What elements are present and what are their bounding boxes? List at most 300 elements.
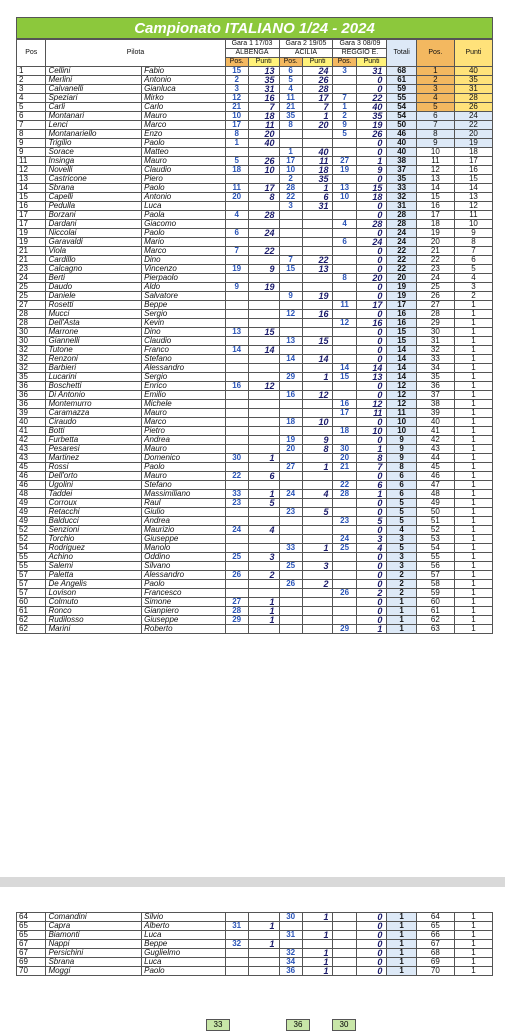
table-row xyxy=(17,490,493,499)
race3-points: 11 xyxy=(356,409,387,418)
row-firstname: Antonio xyxy=(142,193,225,202)
final-points: 1 xyxy=(454,931,492,940)
row-firstname: Maurizio xyxy=(142,526,225,535)
race1-pos xyxy=(225,391,248,400)
final-points: 1 xyxy=(454,499,492,508)
row-pos: 62 xyxy=(17,616,46,625)
row-pos: 48 xyxy=(17,490,46,499)
row-surname: Lovison xyxy=(46,589,142,598)
row-surname: Sbrana xyxy=(46,184,142,193)
final-pos: 65 xyxy=(416,922,454,931)
race1-pos: 28 xyxy=(225,607,248,616)
row-surname: Berti xyxy=(46,274,142,283)
row-total: 54 xyxy=(387,112,416,121)
race1-points xyxy=(248,202,279,211)
row-total: 24 xyxy=(387,238,416,247)
race2-pos xyxy=(279,427,302,436)
table-row xyxy=(17,103,493,112)
row-surname: Speziari xyxy=(46,94,142,103)
race2-points xyxy=(302,481,333,490)
race2-points: 1 xyxy=(302,967,333,976)
final-points: 1 xyxy=(454,382,492,391)
race1-pos: 8 xyxy=(225,130,248,139)
race3-points: 20 xyxy=(356,274,387,283)
row-total: 1 xyxy=(387,940,416,949)
race3-points: 0 xyxy=(356,472,387,481)
row-total: 3 xyxy=(387,553,416,562)
row-total: 22 xyxy=(387,256,416,265)
race1-pos: 29 xyxy=(225,616,248,625)
race3-points: 0 xyxy=(356,391,387,400)
row-firstname: Fabio xyxy=(142,67,225,76)
row-total: 38 xyxy=(387,157,416,166)
final-points: 6 xyxy=(454,256,492,265)
row-total: 33 xyxy=(387,184,416,193)
race1-points: 15 xyxy=(248,328,279,337)
race2-pos: 31 xyxy=(279,931,302,940)
row-firstname: Pierpaolo xyxy=(142,274,225,283)
table-row xyxy=(17,238,493,247)
race3-points: 0 xyxy=(356,247,387,256)
row-firstname: Mirko xyxy=(142,94,225,103)
race2-pos: 17 xyxy=(279,157,302,166)
race1-pos: 1 xyxy=(225,139,248,148)
race1-points: 8 xyxy=(248,193,279,202)
final-pos: 29 xyxy=(416,319,454,328)
table-row xyxy=(17,625,493,634)
race3-points: 0 xyxy=(356,346,387,355)
table-row xyxy=(17,526,493,535)
row-surname: Martinez xyxy=(46,454,142,463)
race2-points xyxy=(302,319,333,328)
final-points: 1 xyxy=(454,508,492,517)
final-pos: 22 xyxy=(416,256,454,265)
race1-points xyxy=(248,256,279,265)
row-firstname: Sergio xyxy=(142,373,225,382)
race1-points xyxy=(248,463,279,472)
row-total: 14 xyxy=(387,346,416,355)
final-points: 1 xyxy=(454,418,492,427)
row-total: 31 xyxy=(387,202,416,211)
final-points: 1 xyxy=(454,913,492,922)
row-pos: 52 xyxy=(17,535,46,544)
race3-pos: 11 xyxy=(333,301,356,310)
row-total: 1 xyxy=(387,607,416,616)
row-total: 1 xyxy=(387,967,416,976)
race2-pos xyxy=(279,139,302,148)
race2-pos xyxy=(279,589,302,598)
final-points: 1 xyxy=(454,517,492,526)
row-total: 10 xyxy=(387,427,416,436)
race3-points: 0 xyxy=(356,607,387,616)
table-row xyxy=(17,436,493,445)
race1-pos: 17 xyxy=(225,121,248,130)
race3-points: 0 xyxy=(356,436,387,445)
row-total: 20 xyxy=(387,274,416,283)
race1-pos xyxy=(225,274,248,283)
race3-pos xyxy=(333,211,356,220)
race2-points: 3 xyxy=(302,562,333,571)
race3-pos: 17 xyxy=(333,409,356,418)
race1-pos: 30 xyxy=(225,454,248,463)
table-row xyxy=(17,112,493,121)
race1-points: 18 xyxy=(248,112,279,121)
race3-points: 0 xyxy=(356,265,387,274)
race3-points: 12 xyxy=(356,400,387,409)
race1-pos: 16 xyxy=(225,382,248,391)
race1-points: 5 xyxy=(248,499,279,508)
row-pos: 2 xyxy=(17,76,46,85)
race1-pos xyxy=(225,517,248,526)
race3-points: 14 xyxy=(356,364,387,373)
final-pos: 16 xyxy=(416,202,454,211)
row-surname: Lenci xyxy=(46,121,142,130)
race3-points: 0 xyxy=(356,418,387,427)
row-firstname: Giuseppe xyxy=(142,616,225,625)
row-total: 11 xyxy=(387,409,416,418)
race1-pos xyxy=(225,463,248,472)
race2-points xyxy=(302,616,333,625)
race2-points xyxy=(302,526,333,535)
row-total: 6 xyxy=(387,490,416,499)
row-pos: 28 xyxy=(17,310,46,319)
race3-points: 1 xyxy=(356,490,387,499)
race3-points: 7 xyxy=(356,463,387,472)
table-row xyxy=(17,346,493,355)
race3-pos: 1 xyxy=(333,103,356,112)
race2-pos: 15 xyxy=(279,265,302,274)
race2-pos xyxy=(279,301,302,310)
race3-pos xyxy=(333,616,356,625)
row-total: 2 xyxy=(387,571,416,580)
table-row xyxy=(17,598,493,607)
race3-pos xyxy=(333,598,356,607)
race3-pos xyxy=(333,949,356,958)
final-points: 10 xyxy=(454,220,492,229)
race3-points: 26 xyxy=(356,130,387,139)
race3-points: 0 xyxy=(356,931,387,940)
final-pos: 37 xyxy=(416,391,454,400)
row-pos: 67 xyxy=(17,940,46,949)
row-total: 1 xyxy=(387,922,416,931)
race2-points xyxy=(302,382,333,391)
race2-pos xyxy=(279,571,302,580)
race3-points: 22 xyxy=(356,94,387,103)
table-row xyxy=(17,616,493,625)
race3-points: 35 xyxy=(356,112,387,121)
table-row xyxy=(17,544,493,553)
race1-points xyxy=(248,220,279,229)
race1-points: 1 xyxy=(248,490,279,499)
race3-pos: 13 xyxy=(333,184,356,193)
row-surname: Giannelli xyxy=(46,337,142,346)
row-pos: 30 xyxy=(17,337,46,346)
race3-points: 28 xyxy=(356,220,387,229)
race2-points: 20 xyxy=(302,121,333,130)
row-surname: Di Antonio xyxy=(46,391,142,400)
race2-pos: 21 xyxy=(279,103,302,112)
final-pos: 62 xyxy=(416,616,454,625)
race1-points xyxy=(248,418,279,427)
race2-pos xyxy=(279,472,302,481)
race2-pos xyxy=(279,328,302,337)
table-row xyxy=(17,166,493,175)
row-pos: 39 xyxy=(17,409,46,418)
race3-pos xyxy=(333,310,356,319)
race2-pos: 34 xyxy=(279,958,302,967)
final-pos: 2 xyxy=(416,76,454,85)
final-pos: 3 xyxy=(416,85,454,94)
final-points: 9 xyxy=(454,229,492,238)
row-total: 14 xyxy=(387,373,416,382)
race1-points xyxy=(248,427,279,436)
header-sub-punti: Punti xyxy=(356,58,387,67)
row-pos: 57 xyxy=(17,571,46,580)
row-firstname: Marco xyxy=(142,418,225,427)
final-pos: 69 xyxy=(416,958,454,967)
row-firstname: Luca xyxy=(142,202,225,211)
race2-points xyxy=(302,283,333,292)
race1-pos xyxy=(225,535,248,544)
row-firstname: Carlo xyxy=(142,103,225,112)
row-pos: 32 xyxy=(17,364,46,373)
race3-pos xyxy=(333,472,356,481)
table-row xyxy=(17,427,493,436)
header-totali: Totali xyxy=(387,40,416,67)
row-total: 14 xyxy=(387,355,416,364)
race1-pos xyxy=(225,625,248,634)
race3-points: 10 xyxy=(356,427,387,436)
race1-points: 16 xyxy=(248,94,279,103)
race2-pos: 26 xyxy=(279,580,302,589)
championship-title: Campionato ITALIANO 1/24 - 2024 xyxy=(16,17,493,39)
final-points: 15 xyxy=(454,175,492,184)
race3-pos: 26 xyxy=(333,589,356,598)
row-surname: Ugolini xyxy=(46,481,142,490)
final-points: 31 xyxy=(454,85,492,94)
table-row xyxy=(17,409,493,418)
race2-pos xyxy=(279,220,302,229)
row-firstname: Oddino xyxy=(142,553,225,562)
table-row xyxy=(17,247,493,256)
race2-pos: 23 xyxy=(279,508,302,517)
race1-points xyxy=(248,337,279,346)
row-firstname: Gianluca xyxy=(142,85,225,94)
header-race-2: Gara 2 19/05 xyxy=(279,40,333,49)
race2-points xyxy=(302,220,333,229)
race2-points: 1 xyxy=(302,112,333,121)
race1-pos: 12 xyxy=(225,94,248,103)
race2-points xyxy=(302,238,333,247)
final-pos: 50 xyxy=(416,508,454,517)
table-row xyxy=(17,310,493,319)
final-points: 1 xyxy=(454,328,492,337)
race3-points: 2 xyxy=(356,589,387,598)
final-points: 1 xyxy=(454,949,492,958)
final-points: 18 xyxy=(454,148,492,157)
race1-points xyxy=(248,436,279,445)
row-firstname: Paolo xyxy=(142,580,225,589)
race3-pos xyxy=(333,931,356,940)
row-pos: 17 xyxy=(17,220,46,229)
race3-pos: 10 xyxy=(333,193,356,202)
row-total: 5 xyxy=(387,517,416,526)
race1-points: 4 xyxy=(248,526,279,535)
race1-points: 13 xyxy=(248,67,279,76)
row-total: 68 xyxy=(387,67,416,76)
row-pos: 9 xyxy=(17,148,46,157)
row-pos: 21 xyxy=(17,247,46,256)
header-sub-pos: Pos. xyxy=(333,58,356,67)
race2-pos: 25 xyxy=(279,562,302,571)
row-pos: 52 xyxy=(17,526,46,535)
final-pos: 33 xyxy=(416,355,454,364)
row-total: 12 xyxy=(387,382,416,391)
row-firstname: Matteo xyxy=(142,148,225,157)
race1-pos xyxy=(225,310,248,319)
row-total: 2 xyxy=(387,580,416,589)
race1-points: 3 xyxy=(248,553,279,562)
race1-pos: 26 xyxy=(225,571,248,580)
race1-points: 2 xyxy=(248,571,279,580)
final-pos: 5 xyxy=(416,103,454,112)
race3-points: 0 xyxy=(356,958,387,967)
row-firstname: Beppe xyxy=(142,301,225,310)
race2-pos xyxy=(279,130,302,139)
race3-pos: 5 xyxy=(333,130,356,139)
race1-pos: 11 xyxy=(225,184,248,193)
race2-points xyxy=(302,427,333,436)
row-surname: Persichini xyxy=(46,949,142,958)
row-pos: 32 xyxy=(17,355,46,364)
row-pos: 21 xyxy=(17,256,46,265)
header-sub-pos: Pos. xyxy=(225,58,248,67)
race3-pos xyxy=(333,607,356,616)
race3-pos: 21 xyxy=(333,463,356,472)
row-firstname: Giuseppe xyxy=(142,535,225,544)
race2-pos xyxy=(279,526,302,535)
race2-pos: 7 xyxy=(279,256,302,265)
final-points: 1 xyxy=(454,400,492,409)
header-sub-punti: Punti xyxy=(302,58,333,67)
race2-points: 14 xyxy=(302,355,333,364)
row-total: 17 xyxy=(387,301,416,310)
race2-pos: 33 xyxy=(279,544,302,553)
final-points: 1 xyxy=(454,310,492,319)
final-pos: 19 xyxy=(416,229,454,238)
final-pos: 17 xyxy=(416,211,454,220)
final-points: 1 xyxy=(454,454,492,463)
row-pos: 32 xyxy=(17,346,46,355)
race2-pos: 1 xyxy=(279,148,302,157)
final-points: 1 xyxy=(454,535,492,544)
table-row xyxy=(17,121,493,130)
table-row xyxy=(17,535,493,544)
race3-points: 1 xyxy=(356,625,387,634)
race2-pos xyxy=(279,499,302,508)
race2-pos xyxy=(279,454,302,463)
table-row xyxy=(17,913,493,922)
row-pos: 15 xyxy=(17,193,46,202)
table-row xyxy=(17,301,493,310)
row-pos: 28 xyxy=(17,319,46,328)
final-pos: 10 xyxy=(416,148,454,157)
race2-pos xyxy=(279,274,302,283)
row-firstname: Vincenzo xyxy=(142,265,225,274)
race2-pos: 22 xyxy=(279,193,302,202)
row-pos: 27 xyxy=(17,301,46,310)
race3-pos: 29 xyxy=(333,625,356,634)
table-row xyxy=(17,580,493,589)
race3-points: 0 xyxy=(356,598,387,607)
final-pos: 39 xyxy=(416,409,454,418)
race2-pos xyxy=(279,382,302,391)
race3-points: 40 xyxy=(356,103,387,112)
row-total: 3 xyxy=(387,562,416,571)
race2-points xyxy=(302,301,333,310)
race2-points: 35 xyxy=(302,175,333,184)
row-surname: Corroux xyxy=(46,499,142,508)
race1-pos xyxy=(225,481,248,490)
race1-pos xyxy=(225,427,248,436)
race3-pos: 19 xyxy=(333,166,356,175)
row-pos: 25 xyxy=(17,283,46,292)
row-surname: Caramazza xyxy=(46,409,142,418)
race2-pos: 4 xyxy=(279,85,302,94)
table-row xyxy=(17,562,493,571)
row-pos: 46 xyxy=(17,481,46,490)
row-firstname: Simone xyxy=(142,598,225,607)
row-surname: Ciraudo xyxy=(46,418,142,427)
race2-pos xyxy=(279,229,302,238)
race3-pos xyxy=(333,580,356,589)
row-total: 9 xyxy=(387,454,416,463)
race3-pos: 12 xyxy=(333,319,356,328)
table-row xyxy=(17,94,493,103)
race1-pos: 9 xyxy=(225,283,248,292)
final-points: 3 xyxy=(454,283,492,292)
race2-points: 7 xyxy=(302,103,333,112)
final-pos: 42 xyxy=(416,436,454,445)
table-row xyxy=(17,355,493,364)
row-surname: Niccolai xyxy=(46,229,142,238)
race3-pos xyxy=(333,247,356,256)
race2-points xyxy=(302,229,333,238)
race3-pos xyxy=(333,355,356,364)
race1-points: 11 xyxy=(248,121,279,130)
final-pos: 9 xyxy=(416,139,454,148)
row-surname: Sbrana xyxy=(46,958,142,967)
final-points: 1 xyxy=(454,562,492,571)
table-row xyxy=(17,472,493,481)
race3-points: 0 xyxy=(356,616,387,625)
row-surname: Rosetti xyxy=(46,301,142,310)
row-total: 9 xyxy=(387,445,416,454)
race2-points: 1 xyxy=(302,931,333,940)
row-surname: Boschetti xyxy=(46,382,142,391)
row-firstname: Dino xyxy=(142,256,225,265)
race1-pos: 22 xyxy=(225,472,248,481)
final-pos: 68 xyxy=(416,949,454,958)
row-total: 55 xyxy=(387,94,416,103)
race1-points xyxy=(248,391,279,400)
race1-points xyxy=(248,409,279,418)
race1-points xyxy=(248,319,279,328)
final-points: 1 xyxy=(454,490,492,499)
final-points: 20 xyxy=(454,130,492,139)
race1-pos: 32 xyxy=(225,940,248,949)
final-pos: 21 xyxy=(416,247,454,256)
